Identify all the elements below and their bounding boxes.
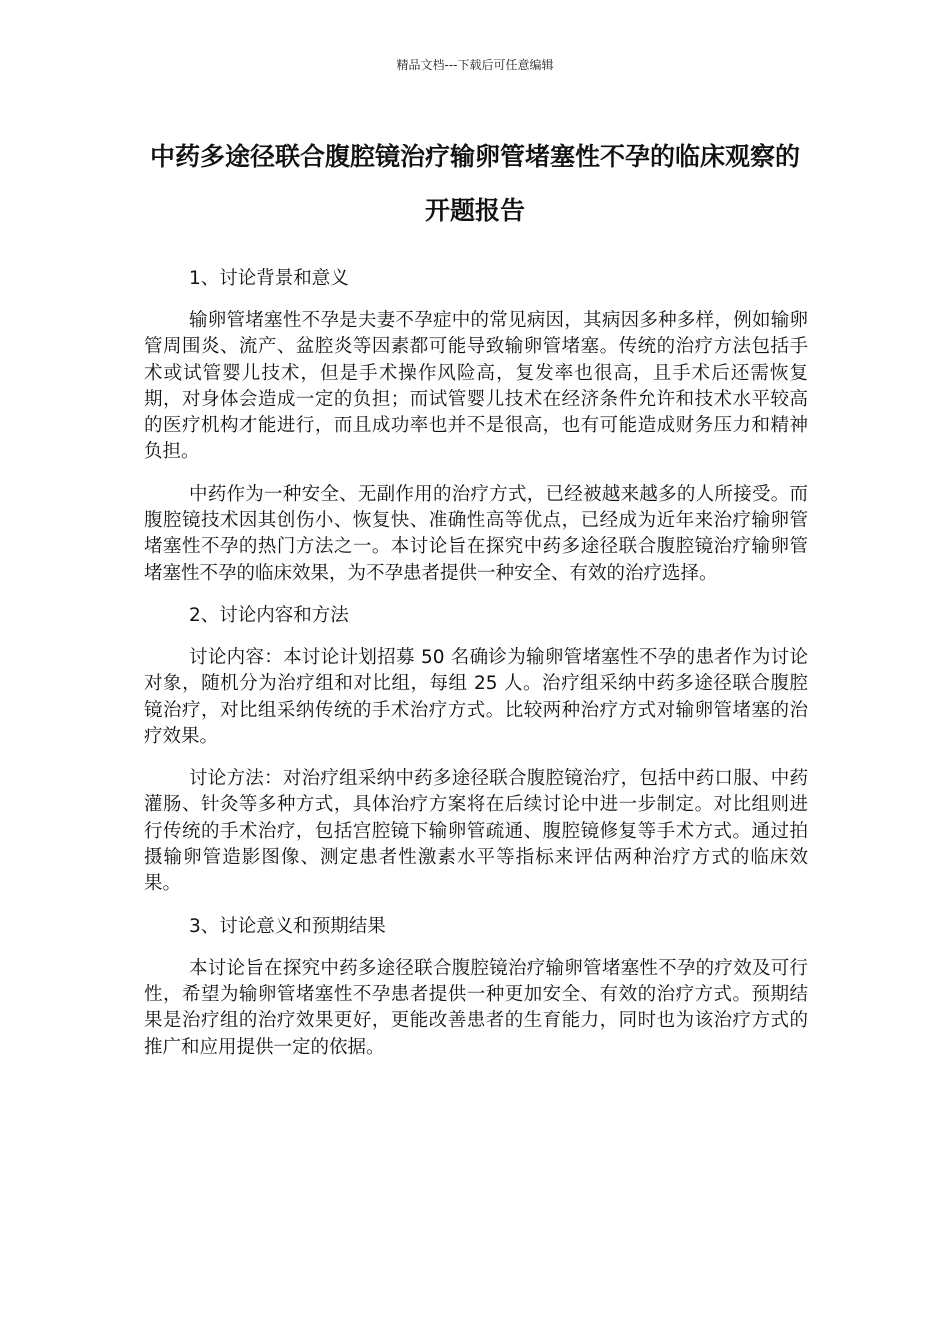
document-body [144, 266, 808, 1077]
paragraph-background-2: 中药作为一种安全、无副作用的治疗方式，已经被越来越多的人所接受。而腹腔镜技术因其创伤小、恢复快、准确性高等优点，已经成为近年来治疗输卵管堵塞性不孕的热门方法之一。本讨论旨在探究中药多途径联合腹腔镜治疗输卵管堵塞性不孕的临床效果，为不孕患者提供一种安全、有效的治疗选择。 [144, 483, 808, 584]
section-heading-significance: 3、讨论意义和预期结果 [189, 915, 386, 937]
paragraph-methods: 讨论方法：对治疗组采纳中药多途径联合腹腔镜治疗，包括中药口服、中药灌肠、针灸等多种方式，具体治疗方案将在后续讨论中进一步制定。对比组则进行传统的手术治疗，包括宫腔镜下输卵管疏通、腹腔镜修复等手术方式。通过拍摄输卵管造影图像、测定患者性激素水平等指标来评估两种治疗方式的临床效果。 [144, 768, 808, 895]
section-heading-background: 1、讨论背景和意义 [189, 268, 349, 289]
paragraph-significance: 本讨论旨在探究中药多途径联合腹腔镜治疗输卵管堵塞性不孕的疗效及可行性，希望为输卵管堵塞性不孕患者提供一种更加安全、有效的治疗方式。预期结果是治疗组的治疗效果更好，更能改善患者的生育能力，同时也为该治疗方式的推广和应用提供一定的依据。 [144, 957, 808, 1058]
document-title: 中药多途径联合腹腔镜治疗输卵管堵塞性不孕的临床观察的开题报告 [149, 142, 800, 225]
paragraph-content: 讨论内容：本讨论计划招募 50 名确诊为输卵管堵塞性不孕的患者作为讨论对象，随机分为治疗组和对比组，每组 25 人。治疗组采纳中药多途径联合腹腔镜治疗，对比组采纳传统的手术治疗方式。比较两种治疗方式对输卵管堵塞的治疗效果。 [144, 646, 808, 747]
page-header: 精品文档---下载后可任意编辑 [396, 58, 554, 72]
paragraph-background-1: 输卵管堵塞性不孕是夫妻不孕症中的常见病因，其病因多种多样，例如输卵管周围炎、流产、盆腔炎等因素都可能导致输卵管堵塞。传统的治疗方法包括手术或试管婴儿技术，但是手术操作风险高，复发率也很高，且手术后还需恢复期，对身体会造成一定的负担；而试管婴儿技术在经济条件允许和技术水平较高的医疗机构才能进行，而且成功率也并不是很高，也有可能造成财务压力和精神负担。 [144, 310, 808, 463]
section-heading-content-methods: 2、讨论内容和方法 [189, 604, 349, 626]
